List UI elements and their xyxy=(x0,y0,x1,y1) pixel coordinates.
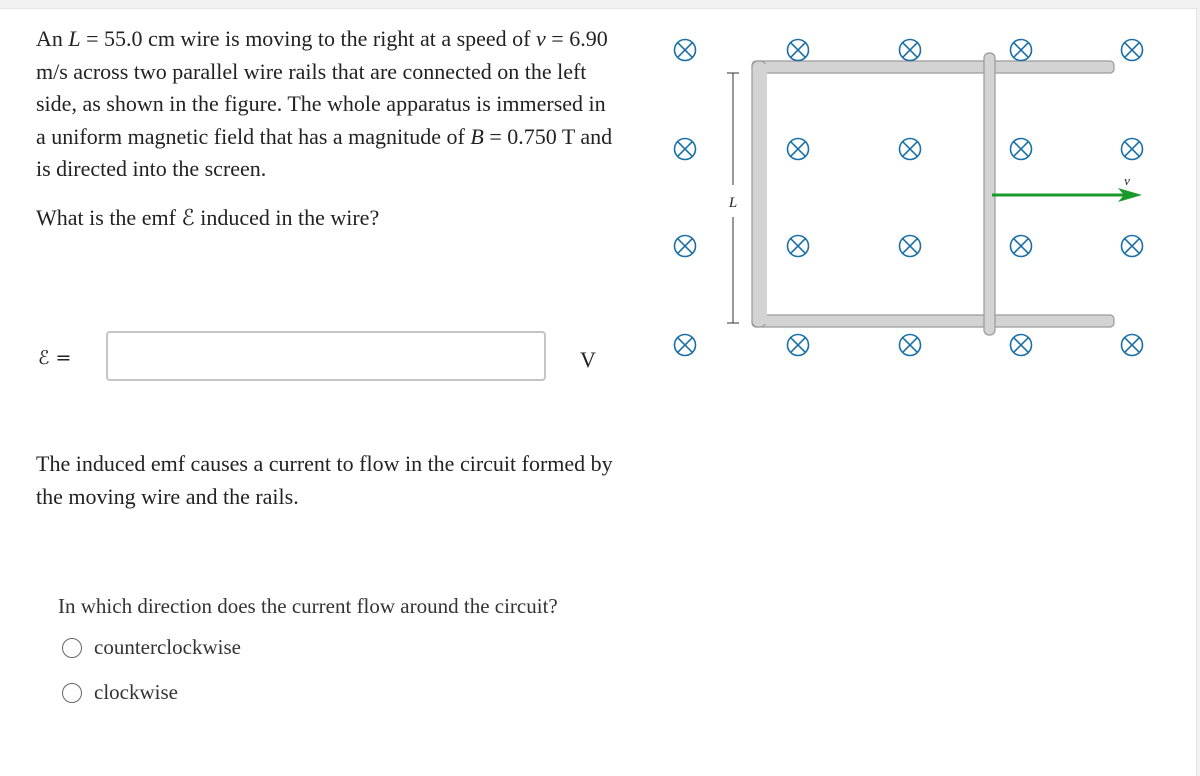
into-page-x-icon xyxy=(900,236,921,257)
direction-question xyxy=(58,587,578,715)
option-counterclockwise[interactable] xyxy=(58,625,578,670)
rail-fill xyxy=(755,64,767,324)
L-label: L xyxy=(728,195,738,211)
into-page-x-icon xyxy=(675,335,696,356)
into-page-x-icon xyxy=(1011,335,1032,356)
into-page-x-icon xyxy=(788,335,809,356)
v-label: v xyxy=(1124,173,1130,188)
emf-label: ℰ = xyxy=(38,347,72,369)
into-page-x-icon xyxy=(788,40,809,61)
text-an: An xyxy=(36,26,69,51)
option-label: counterclockwise xyxy=(94,635,241,659)
text-length: = 55.0 cm wire is moving to the right at a speed of xyxy=(80,26,531,51)
into-page-x-icon xyxy=(1011,236,1032,257)
option-clockwise[interactable] xyxy=(58,670,578,715)
into-page-x-icon xyxy=(1122,139,1143,160)
into-page-x-icon xyxy=(900,335,921,356)
direction-question-text: In which direction does the current flow around the circuit? xyxy=(58,594,558,618)
into-page-x-icon xyxy=(788,236,809,257)
into-page-x-icon xyxy=(1122,40,1143,61)
symbol-L: L xyxy=(68,26,81,51)
into-page-x-icon xyxy=(900,40,921,61)
text-field: = 0.750 T and is directed into the screen. xyxy=(36,123,613,181)
option-label: clockwise xyxy=(94,680,178,704)
velocity-arrow xyxy=(992,173,1142,202)
followup-text: The induced emf causes a current to flow in the circuit formed by the moving wire and the rails. xyxy=(36,451,613,509)
question-page xyxy=(0,8,1197,776)
into-page-x-icon xyxy=(675,236,696,257)
into-page-x-icon xyxy=(1122,335,1143,356)
into-page-x-icon xyxy=(675,40,696,61)
into-page-x-icon xyxy=(1011,139,1032,160)
into-page-x-icon xyxy=(1122,236,1143,257)
radio-clockwise[interactable] xyxy=(62,683,82,703)
radio-counterclockwise[interactable] xyxy=(62,638,82,658)
symbol-B: B xyxy=(470,123,484,149)
length-dimension xyxy=(727,73,739,323)
magnetic-field-markers xyxy=(675,40,1143,356)
circuit-figure xyxy=(0,9,1196,429)
into-page-x-icon xyxy=(1011,40,1032,61)
top-rail xyxy=(752,61,1114,73)
symbol-v: v xyxy=(536,26,546,51)
emf-unit: V xyxy=(580,347,596,372)
text-speed: = 6.90 m/s across two parallel wire rails that are connected on the left side, as shown in the figure. The whole apparatus is immersed in a uniform magnetic field that has a magnitude of xyxy=(36,26,608,149)
into-page-x-icon xyxy=(900,139,921,160)
emf-question: What is the emf ℰ induced in the wire? xyxy=(36,204,380,230)
into-page-x-icon xyxy=(675,139,696,160)
followup-statement xyxy=(36,447,616,513)
bottom-rail xyxy=(752,315,1114,327)
into-page-x-icon xyxy=(788,139,809,160)
